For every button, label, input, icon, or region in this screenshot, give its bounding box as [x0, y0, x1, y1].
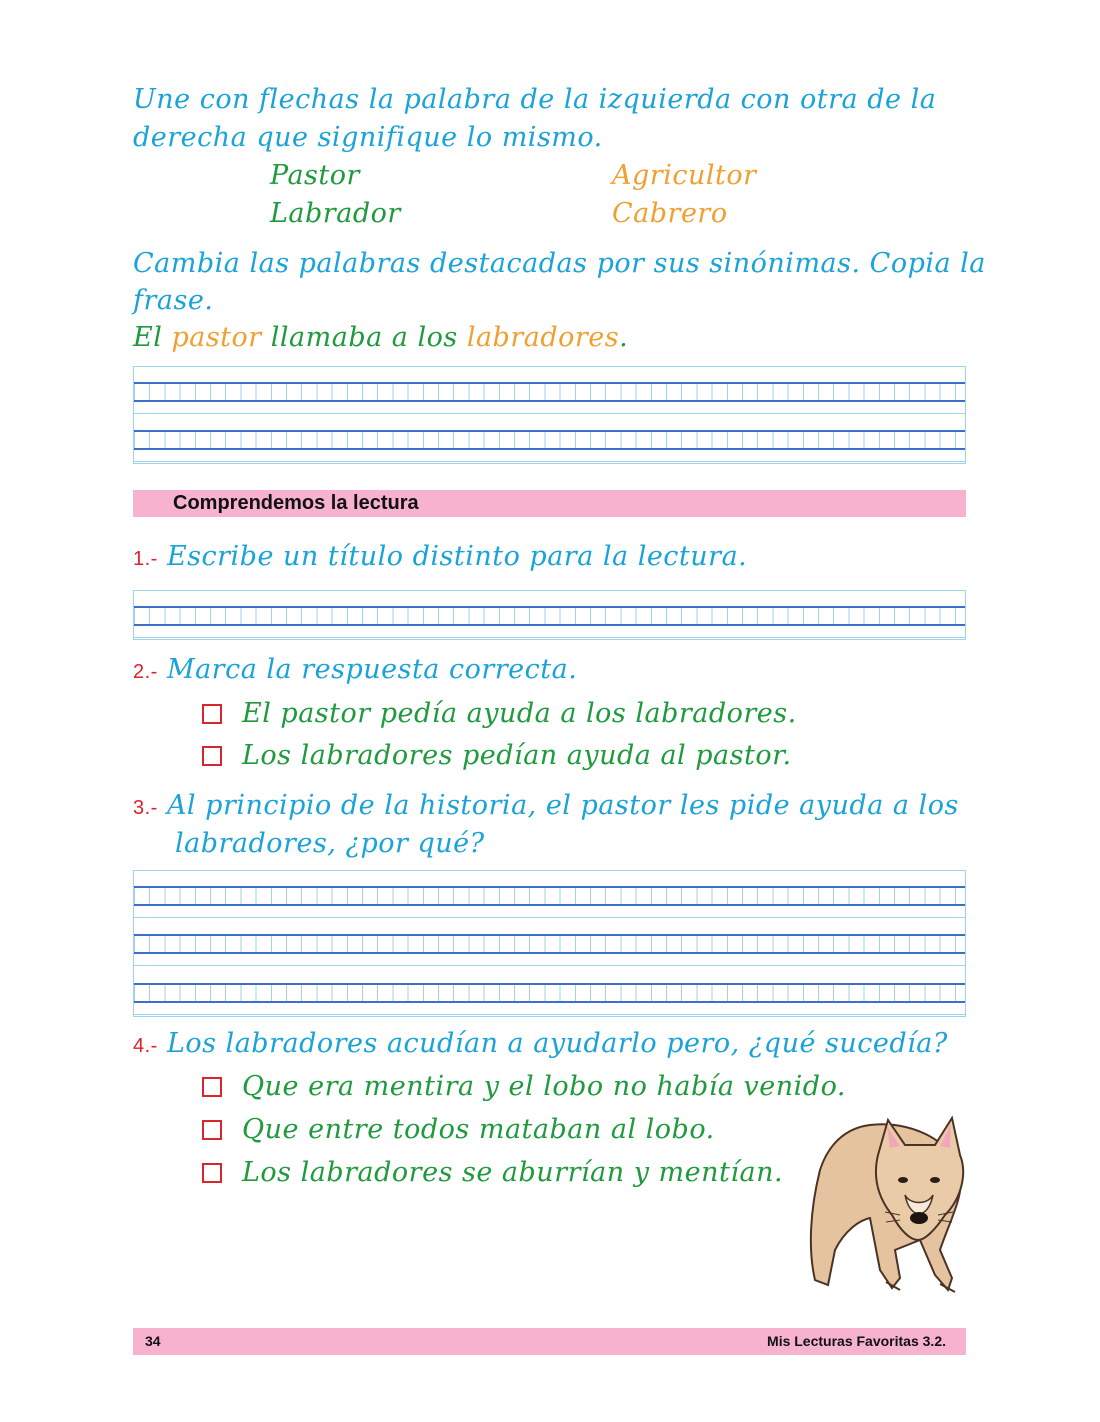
- wolf-icon: [800, 1100, 985, 1300]
- q4-option3: Los labradores se aburrían y mentían.: [242, 1157, 784, 1188]
- question-text: Marca la respuesta correcta.: [166, 654, 578, 685]
- highlight-word-pastor: pastor: [171, 322, 262, 353]
- question-text: Al principio de la historia, el pastor les pide ayuda a los: [166, 790, 959, 821]
- question-1: [133, 541, 747, 572]
- checkbox-q2-option2[interactable]: [202, 746, 222, 766]
- synonyms-instruction-line1: Une con flechas la palabra de la izquierda con otra de la: [133, 84, 937, 115]
- sentence-part: .: [619, 322, 629, 353]
- question-text: Escribe un título distinto para la lectura.: [166, 541, 748, 572]
- writing-area-sentence[interactable]: [133, 366, 966, 464]
- footer-bar: [133, 1328, 966, 1355]
- checkbox-q4-option3[interactable]: [202, 1163, 222, 1183]
- replace-instruction-line2: frase.: [133, 285, 214, 316]
- checkbox-q4-option1[interactable]: [202, 1077, 222, 1097]
- left-word-labrador[interactable]: Labrador: [270, 198, 401, 229]
- question-4: [133, 1028, 948, 1059]
- synonyms-instruction-line2: derecha que signifique lo mismo.: [133, 122, 603, 153]
- left-word-pastor[interactable]: Pastor: [270, 160, 360, 191]
- right-word-cabrero[interactable]: Cabrero: [612, 198, 728, 229]
- q4-option2: Que entre todos mataban al lobo.: [242, 1114, 715, 1145]
- question-number: 3.-: [133, 797, 158, 819]
- question-3-line2: labradores, ¿por qué?: [175, 828, 485, 859]
- right-word-agricultor[interactable]: Agricultor: [612, 160, 757, 191]
- question-number: 2.-: [133, 661, 158, 683]
- highlight-word-labradores: labradores: [466, 322, 620, 353]
- section-title: Comprendemos la lectura: [173, 492, 419, 514]
- checkbox-q2-option1[interactable]: [202, 704, 222, 724]
- q2-option1: El pastor pedía ayuda a los labradores.: [242, 698, 797, 729]
- sentence-part: llamaba a los: [261, 322, 467, 353]
- question-text: Los labradores acudían a ayudarlo pero, ¿qué sucedía?: [166, 1028, 948, 1059]
- replace-instruction-line1: Cambia las palabras destacadas por sus sinónimas. Copia la: [133, 248, 986, 279]
- book-title: Mis Lecturas Favoritas 3.2.: [767, 1333, 946, 1349]
- checkbox-q4-option2[interactable]: [202, 1120, 222, 1140]
- sentence-part: El: [133, 322, 172, 353]
- section-title-bar: [133, 490, 966, 517]
- writing-area-title[interactable]: [133, 590, 966, 640]
- q2-option2: Los labradores pedían ayuda al pastor.: [242, 740, 792, 771]
- question-number: 4.-: [133, 1035, 158, 1057]
- question-3-line1: [133, 790, 959, 821]
- question-number: 1.-: [133, 548, 158, 570]
- question-2: [133, 654, 577, 685]
- replace-sentence: [133, 322, 628, 353]
- writing-area-why[interactable]: [133, 870, 966, 1017]
- q4-option1: Que era mentira y el lobo no había venido.: [242, 1071, 846, 1102]
- page-number: 34: [145, 1333, 161, 1349]
